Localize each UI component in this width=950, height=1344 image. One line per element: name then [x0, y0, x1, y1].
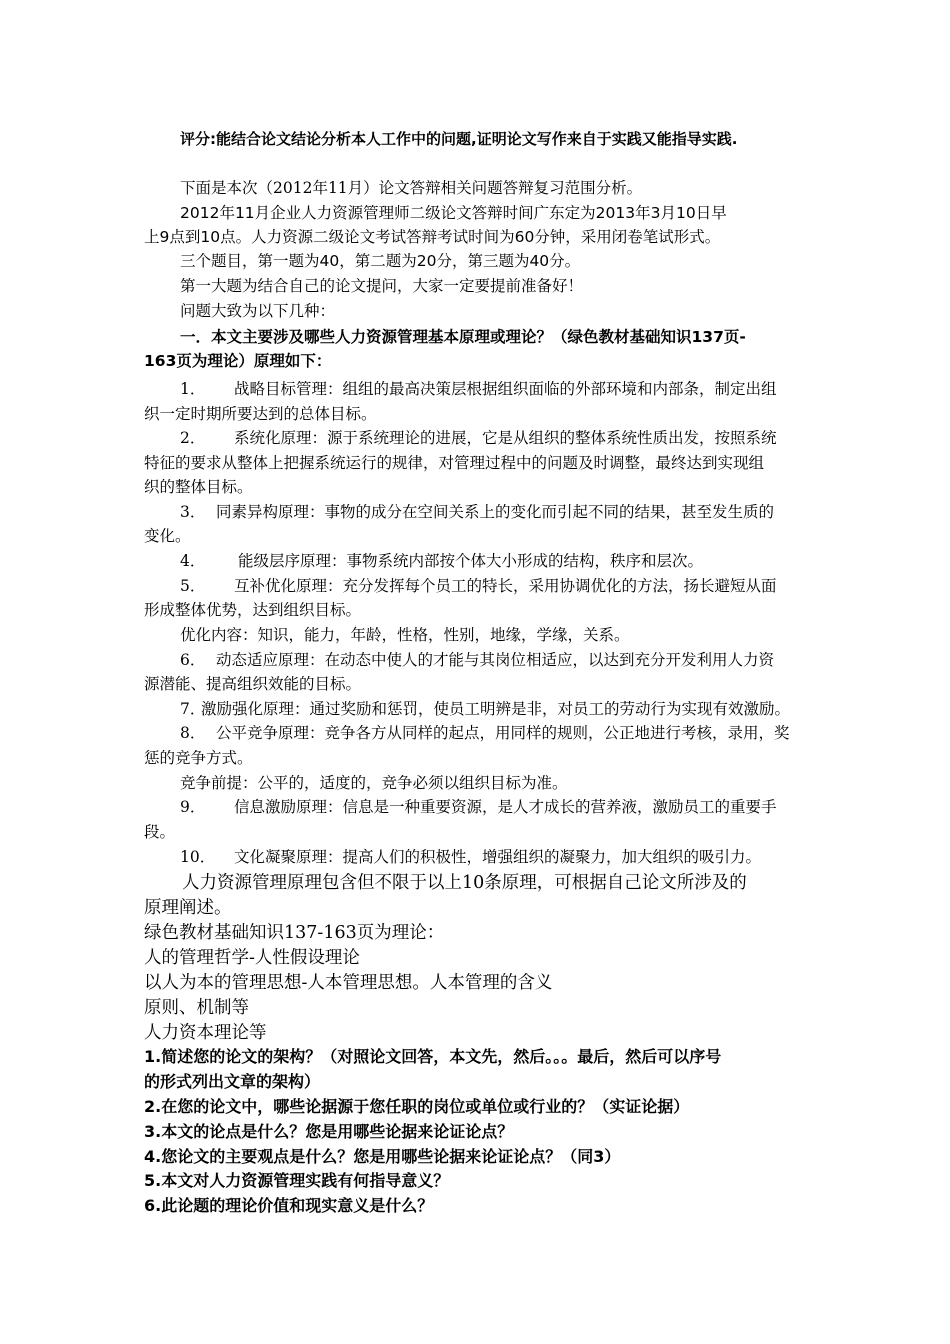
intro-line: 2012年11月企业人力资源管理师二级论文答辩时间广东定为2013年3月10日早 [180, 204, 727, 222]
intro-line: 上9点到10点。人力资源二级论文考试答辩考试时间为60分钟，采用闭卷笔试形式。 [144, 228, 721, 246]
principle-text: 信息激励原理：信息是一种重要资源，是人才成长的营养液，激励员工的重要手 [234, 798, 777, 816]
principle-number: 7． [180, 700, 206, 718]
principle-text: 文化凝聚原理：提高人们的积极性，增强组织的凝聚力，加大组织的吸引力。 [234, 848, 762, 866]
principle-text: 战略目标管理：组组的最高决策层根据组织面临的外部环境和内部条，制定出组 [234, 380, 777, 398]
principle-text: 系统化原理：源于系统理论的进展，它是从组织的整体系统性质出发，按照系统 [234, 429, 777, 447]
principle-text: 动态适应原理：在动态中使人的才能与其岗位相适应，以达到充分开发利用人力资 [216, 651, 775, 669]
principle-note: 优化内容：知识，能力，年龄，性格，性别，地缘，学缘，关系。 [180, 626, 630, 644]
principle-number: 2． [180, 429, 206, 447]
question-line: 1.简述您的论文的架构？（对照论文回答，本文先，然后。。。最后，然后可以序号 [144, 1047, 722, 1066]
principle-number: 1． [180, 380, 206, 398]
principle-text: 特征的要求从整体上把握系统运行的规律，对管理过程中的问题及时调整，最终达到实现组 [144, 454, 765, 472]
principle-text: 激励强化原理：通过奖励和惩罚，使员工明辨是非，对员工的劳动行为实现有效激励。 [201, 700, 791, 718]
principle-text: 形成整体优势，达到组织目标。 [144, 601, 362, 619]
principle-number: 5． [180, 577, 206, 595]
question-line: 的形式列出文章的架构） [144, 1072, 321, 1091]
question-line: 3.本文的论点是什么？您是用哪些论据来论证论点？ [144, 1122, 514, 1141]
question-line: 5.本文对人力资源管理实践有何指导意义？ [144, 1171, 450, 1190]
principle-text: 公平竞争原理：竞争各方从同样的起点，用同样的规则，公正地进行考核，录用，奖 [216, 724, 790, 742]
principle-number: 10． [180, 848, 216, 866]
principle-text: 段。 [144, 823, 176, 841]
principle-number: 4． [180, 552, 206, 570]
theory-line: 人力资本理论等 [144, 1023, 267, 1043]
summary-line: 原理阐述。 [144, 898, 232, 918]
summary-line: 人力资源管理原理包含但不限于以上10条原理，可根据自己论文所涉及的 [182, 873, 747, 893]
principle-number: 9． [180, 798, 206, 816]
principle-text: 变化。 [144, 527, 191, 545]
question-line: 2.在您的论文中，哪些论据源于您任职的岗位或单位或行业的？（实证论据） [144, 1097, 690, 1116]
intro-line: 问题大致为以下几种： [180, 302, 336, 320]
principle-number: 6． [180, 651, 206, 669]
intro-line: 第一大题为结合自己的论文提问，大家一定要提前准备好！ [180, 277, 584, 295]
principle-text: 同素异构原理：事物的成分在空间关系上的变化而引起不同的结果，甚至发生质的 [216, 503, 775, 521]
principle-text: 惩的竞争方式。 [144, 749, 253, 767]
question-one-heading: 一．本文主要涉及哪些人力资源管理基本原理或理论？（绿色教材基础知识137页- [180, 328, 746, 346]
question-line: 4.您论文的主要观点是什么？您是用哪些论据来论证论点？（同3） [144, 1147, 621, 1166]
theory-line: 以人为本的管理思想-人本管理思想。人本管理的含义 [144, 973, 553, 993]
principle-text: 能级层序原理：事物系统内部按个体大小形成的结构，秩序和层次。 [238, 552, 704, 570]
principle-number: 3． [180, 503, 206, 521]
principle-text: 织的整体目标。 [144, 478, 253, 496]
intro-line: 三个题目，第一题为40，第二题为20分，第三题为40分。 [180, 252, 581, 270]
intro-line: 下面是本次（2012年11月）论文答辩相关问题答辩复习范围分析。 [180, 179, 643, 197]
principle-text: 织一定时期所要达到的总体目标。 [144, 405, 377, 423]
theory-line: 原则、机制等 [144, 998, 249, 1018]
principle-text: 源潜能、提高组织效能的目标。 [144, 675, 362, 693]
question-line: 6.此论题的理论价值和现实意义是什么？ [144, 1196, 434, 1215]
principle-number: 8． [180, 724, 206, 742]
theory-line: 人的管理哲学-人性假设理论 [144, 948, 360, 968]
principle-note: 竞争前提：公平的，适度的，竞争必须以组织目标为准。 [180, 774, 568, 792]
theory-line: 绿色教材基础知识137-163页为理论： [144, 923, 445, 943]
grading-note: 评分:能结合论文结论分析本人工作中的问题,证明论文写作来自于实践又能指导实践. [180, 130, 738, 148]
question-one-heading: 163页为理论）原理如下： [144, 352, 332, 370]
principle-text: 互补优化原理：充分发挥每个员工的特长，采用协调优化的方法，扬长避短从面 [234, 577, 777, 595]
